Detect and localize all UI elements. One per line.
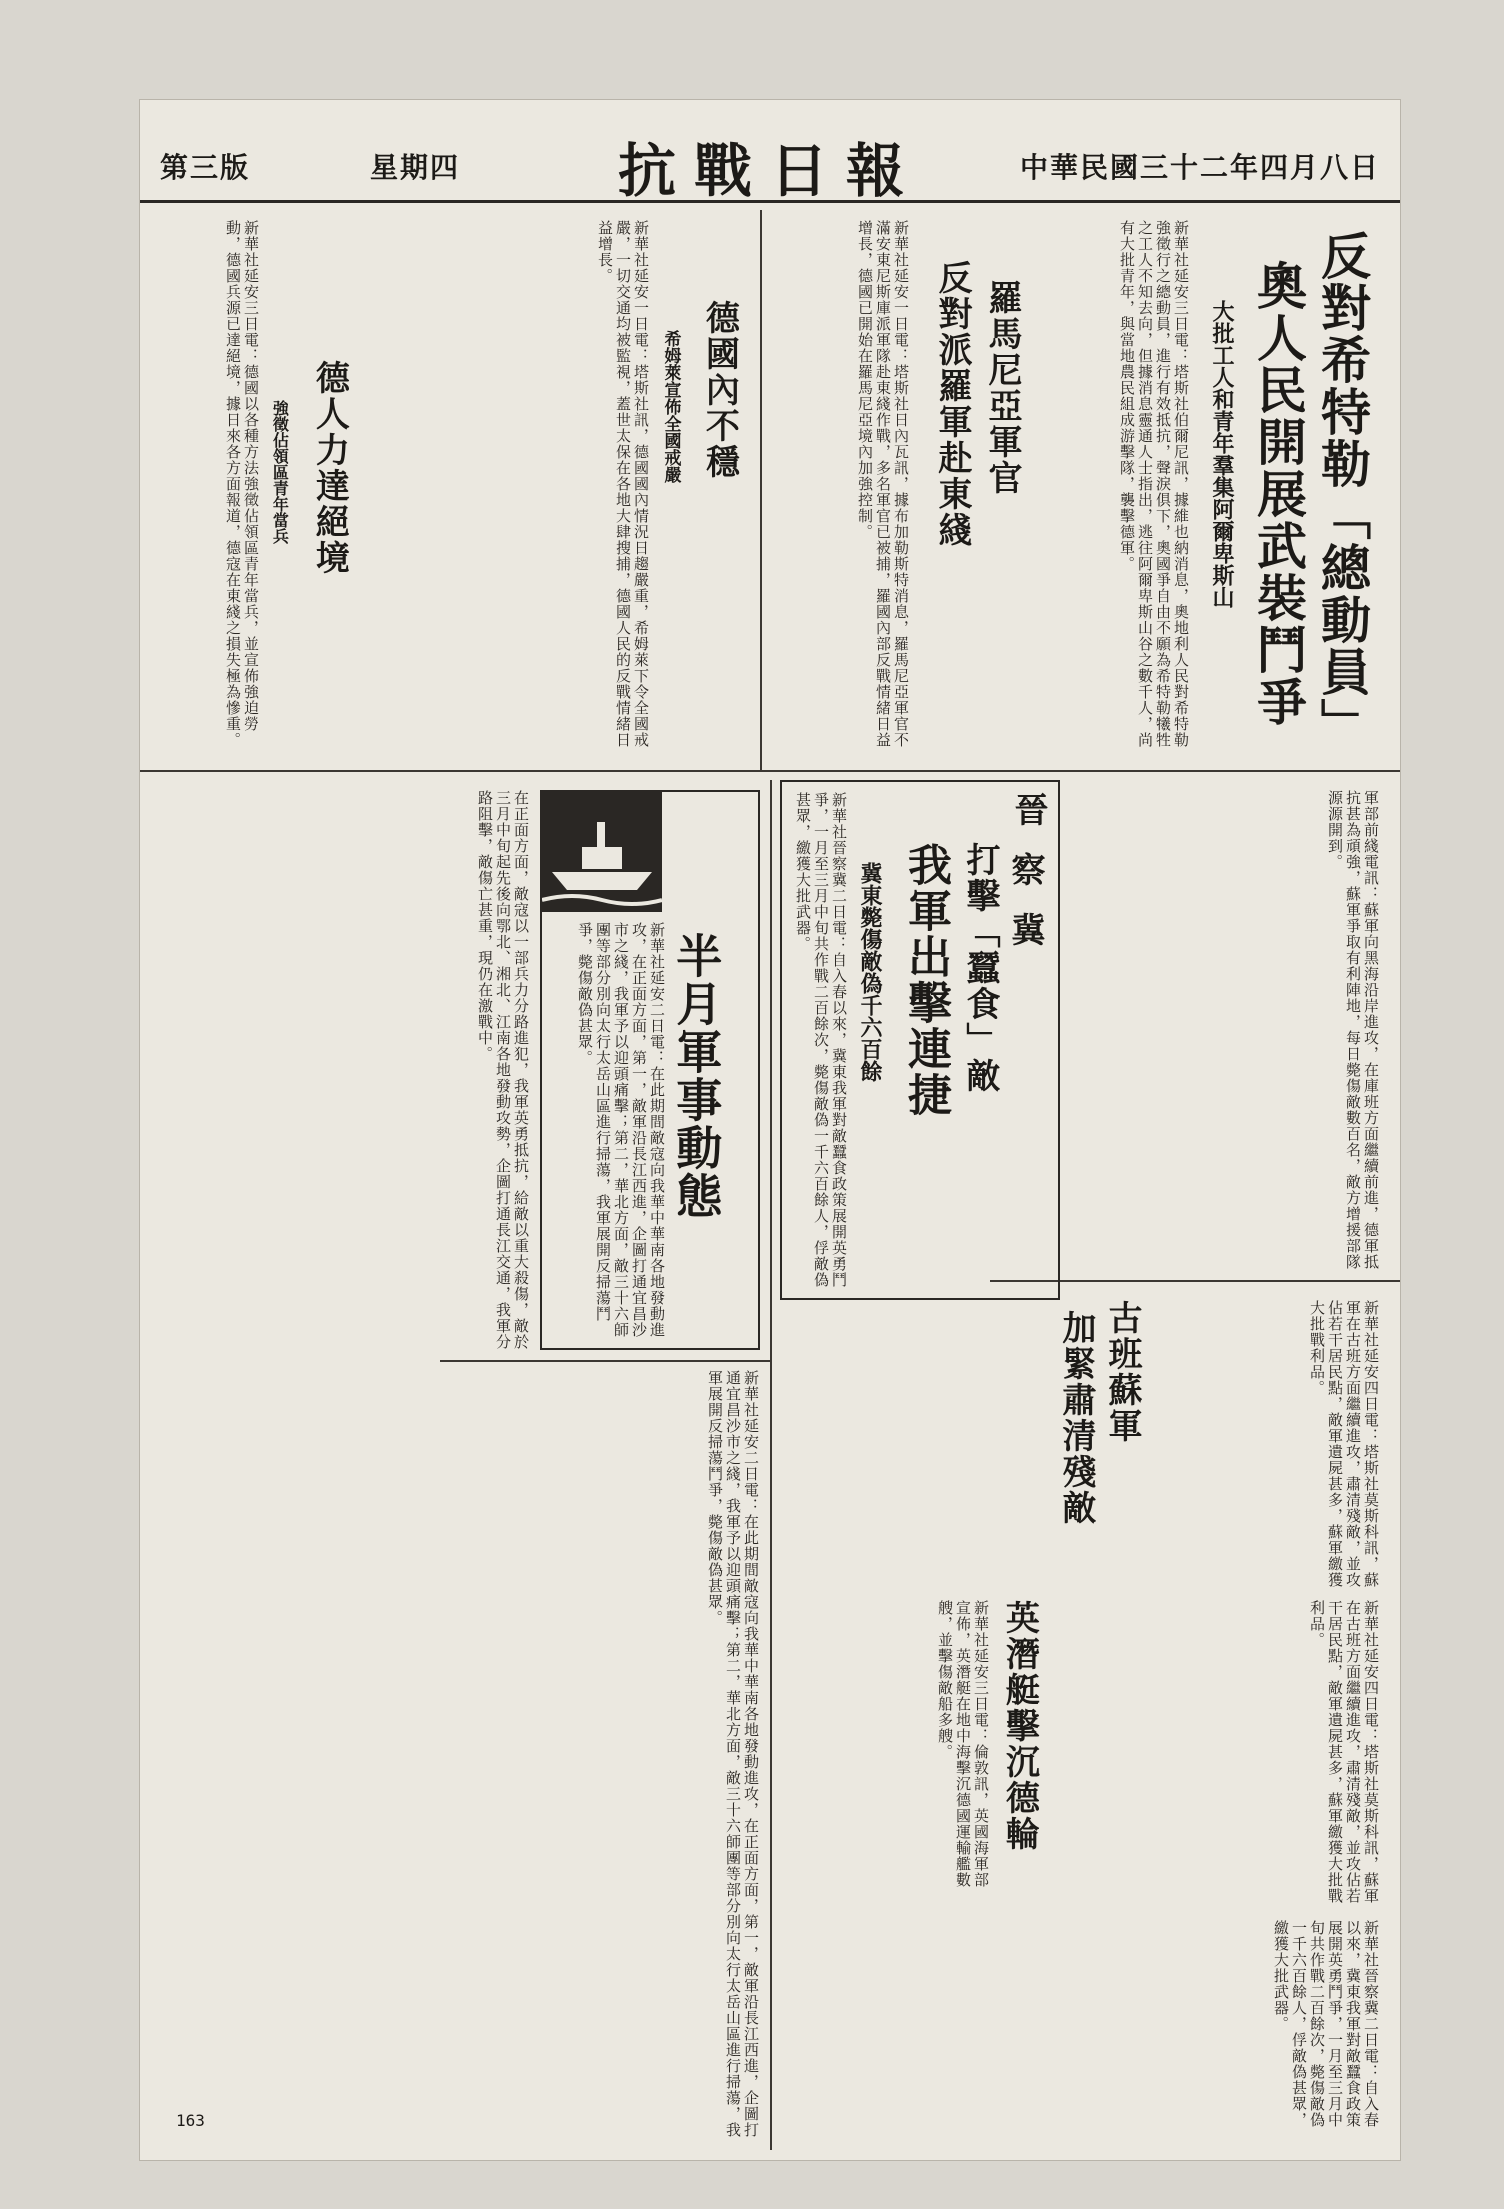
jinche-tag-ji: 冀 [1005,912,1045,946]
british-sub-body: 新華社延安三日電：倫敦訊，英國海軍部宣佈，英潛艇在地中海擊沉德國運輸艦數艘，並擊傷敵船多艘。 [936,1600,990,1888]
issue-date: 中華民國三十二年四月八日 [1019,151,1380,184]
month-review-box [540,790,760,1350]
germany-unrest-subhead: 希姆萊宣佈全國戒嚴 [660,330,681,483]
austria-body: 新華社延安三日電：塔斯社伯爾尼訊，據維也納消息，奧地利人民對希特勒強徵行之總動員，進行有效抵抗，聲淚俱下，奧國爭自由不願為希特勒犧牲之工人不知去向，但據消息靈通人士指出，逃往阿爾卑斯山谷之數千人，尚有大批青年，與當地農民組成游擊隊，襲擊德軍。 [1118,220,1190,748]
front-body: 在正面方面，敵寇以一部兵力分路進犯，我軍英勇抵抗，給敵以重大殺傷，敵於三月中旬起先後向鄂北、湘北、江南各地發動攻勢，企圖打通長江交通，我軍分路阻擊，敵傷亡甚重，現仍在激戰中。 [476,790,530,1350]
kuban-body: 新華社延安四日電：塔斯社莫斯科訊，蘇軍在古班方面繼續進攻，肅清殘敵，並攻佔若干居民點，敵軍遺屍甚多，蘇軍繳獲大批戰利品。 [1308,1300,1380,1588]
jinche-tag-jin: 晉 [1008,792,1048,826]
jinche-box [780,780,1060,1300]
kuban-headline: 古班蘇軍 [1102,1300,1142,1444]
jinche-body-cont: 新華社晉察冀二日電：自入春以來，冀東我軍對敵蠶食政策展開英勇鬥爭，一月至三月中旬共作戰二百餘次，斃傷敵偽一千六百餘人，俘敵偽甚眾，繳獲大批武器。 [1272,1920,1380,2128]
warship-icon [542,792,662,912]
austria-headline2: 奧人民開展武裝鬥爭 [1249,260,1308,728]
ussr-body: 軍部前綫電訊：蘇軍向黑海沿岸進攻，在庫班方面繼續前進，德軍抵抗甚為頑強，蘇軍爭取有利陣地，每日斃傷敵數百名，敵方增援部隊源源開到。 [1326,790,1380,1270]
column-rule [770,780,772,2150]
kuban-headline2: 加緊肅清殘敵 [1056,1310,1096,1526]
austria-subhead: 大批工人和青年羣集阿爾卑斯山 [1209,300,1235,608]
jinche-headline: 打擊「蠶食」敵 [960,842,1000,1094]
germany-unrest-headline: 德國內不穩 [699,300,740,480]
month-review-body-intro: 新華社延安二日電：在此期間敵寇向我華中華南各地發動進攻，在正面方面，第一，敵軍沿長江西進，企圖打通宜昌沙市之綫，我軍予以迎頭痛擊；第二，華北方面，敵三十六師團等部分別向太行太岳山區進行掃蕩，我軍展開反掃蕩鬥爭，斃傷敵偽甚眾。 [576,922,666,1338]
jinche-subhead: 冀東斃傷敵偽千六百餘 [857,862,883,1082]
month-review-body: 新華社延安二日電：在此期間敵寇向我華中華南各地發動進攻，在正面方面，第一，敵軍沿長江西進，企圖打通宜昌沙市之綫，我軍予以迎頭痛擊；第二，華北方面，敵三十六師團等部分別向太行太岳山區進行掃蕩，我軍展開反掃蕩鬥爭，斃傷敵偽甚眾。 [706,1370,760,2138]
british-sub-headline: 英潛艇擊沉德輪 [999,1600,1040,1852]
row-rule [440,1360,770,1362]
jinche-body: 新華社晉察冀二日電：自入春以來，冀東我軍對敵蠶食政策展開英勇鬥爭，一月至三月中旬共作戰二百餘次，斃傷敵偽一千六百餘人，俘敵偽甚眾，繳獲大批武器。 [794,792,848,1288]
edition-label: 第三版 [160,151,251,184]
jinche-headline2: 我軍出擊連捷 [900,842,951,1118]
romania-headline2: 反對派羅軍赴東綫 [932,260,972,548]
month-review-headline: 半月軍事動態 [669,932,724,1220]
weekday-label: 星期四 [370,151,461,184]
row-rule [140,770,1400,772]
newspaper-title: 抗戰日報 [617,137,922,205]
kuban-body-cont: 新華社延安四日電：塔斯社莫斯科訊，蘇軍在古班方面繼續進攻，肅清殘敵，並攻佔若干居民點，敵軍遺屍甚多，蘇軍繳獲大批戰利品。 [1308,1600,1380,1904]
romania-body: 新華社延安一日電：塔斯社日內瓦訊，據布加勒斯特消息，羅馬尼亞軍官不滿安東尼斯庫派軍隊赴東綫作戰，多名軍官已被捕，羅國內部反戰情緒日益增長，德國已開始在羅馬尼亞境內加強控制。 [856,220,910,748]
masthead [140,120,1400,203]
jinche-tag-cha: 察 [1005,852,1045,886]
germany-unrest-body: 新華社延安一日電：塔斯社訊，德國國內情況日趨嚴重，希姆萊下令全國戒嚴，一切交通均被監視，蓋世太保在各地大肆搜捕，德國人民的反戰情緒日益增長。 [596,220,650,748]
page-number: 163 [176,2111,205,2130]
austria-headline: 反對希特勒「總動員」 [1313,230,1372,750]
newspaper-page [140,100,1400,2160]
german-manpower-headline: 德人力達絕境 [309,360,350,576]
romania-headline: 羅馬尼亞軍官 [982,280,1022,496]
german-manpower-body: 新華社延安三日電：德國以各種方法強徵佔領區青年當兵，並宣佈強迫勞動，德國兵源已達絕境，據日來各方面報道，德寇在東綫之損失極為慘重。 [224,220,260,748]
german-manpower-subhead: 強徵佔領區青年當兵 [270,400,290,544]
